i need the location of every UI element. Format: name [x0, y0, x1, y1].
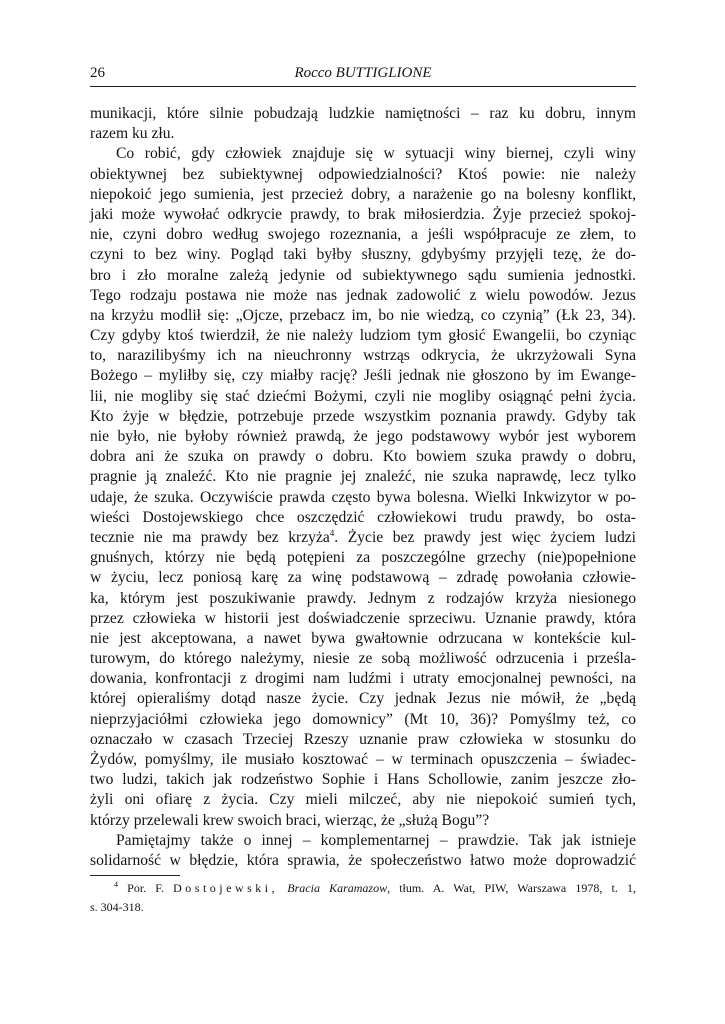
footnote-author-prefix: Por. F.	[127, 881, 164, 895]
footnote-author: Dostojewski,	[173, 881, 279, 895]
text-line: Tego rodzaju postawa nie może nas jednak zadowolić z wielu powodów. Jezus	[90, 286, 636, 304]
text-line: którzy przelewali krew swoich braci, wierząc, że „służą Bogu”?	[90, 811, 490, 829]
text-line: nie jest akceptowana, a nawet bywa gwałtownie odrzucana w kontekście kul-	[90, 629, 636, 647]
footnote-line	[90, 879, 636, 898]
footnote-marker: 4	[114, 880, 118, 889]
running-head: Rocco BUTTIGLIONE	[294, 65, 432, 81]
text-line: bro i zło moralne zależą jedynie od subiektywnego sądu sumienia jednostki.	[90, 266, 636, 284]
text-line: jaki może wywołać odkrycie prawdy, to brak miłosierdzia. Żyje przecież spokoj-	[90, 205, 636, 223]
text-line: turowym, do którego należymy, niesie ze sobą możliwość odrzucenia i prześla-	[90, 650, 636, 668]
text-line: lii, nie mogliby się stać dziećmi Bożymi, czyli nie mogliby osiągnąć pełni życia.	[90, 387, 636, 405]
text-line: Żydów, pomyślmy, ile musiało kosztować – w terminach opuszczenia – świadec-	[90, 751, 636, 768]
footnote-reference: 4	[329, 527, 335, 538]
footnote-rule	[90, 875, 180, 876]
text-line: w życiu, lecz poniosą karę za winę podstawową – zdradę powołania człowie-	[90, 569, 636, 587]
text-line: udaje, że szuka. Oczywiście prawda często bywa bolesna. Wielki Inkwizytor w po-	[90, 488, 636, 506]
text-line: Co robić, gdy człowiek znajduje się w sytuacji winy biernej, czyli winy	[116, 145, 636, 163]
text-line: Czy gdyby ktoś twierdził, że nie należy ludziom tym głosić Ewangelii, bo czyniąc	[90, 327, 636, 345]
text-line: gnuśnych, którzy nie będą potępieni za poszczególne grzechy (nie)popełnione	[90, 549, 636, 567]
text-line: to, narazilibyśmy ich na nieuchronny wstrząs odkrycia, że ukrzyżowali Syna	[90, 347, 636, 365]
footnote	[90, 879, 636, 917]
text-line: solidarność w błędzie, która sprawia, że społeczeństwo łatwo może doprowadzić	[90, 851, 636, 869]
text-line: nie, czyni dobro według swojego rozeznania, a jeśli współpracuje ze złem, to	[90, 226, 636, 244]
text-line: żyli oni ofiarę z życia. Czy mieli milczeć, aby nie niepokoić sumień tych,	[90, 791, 636, 809]
page-number: 26	[90, 65, 105, 81]
text-line: ka, którym jest poszukiwanie prawdy. Jednym z rodzajów krzyża niesionego	[90, 589, 636, 607]
text-line: Kto żyje w błędzie, potrzebuje przede wszystkim poznania prawdy. Gdyby tak	[90, 407, 636, 425]
text-line: Pamiętajmy także o innej – komplementarnej – prawdzie. Tak jak istnieje	[116, 831, 636, 849]
text-line: przez człowieka w historii jest doświadczenie sprzeciwu. Uznanie prawdy, która	[90, 609, 636, 627]
text-line: pragnie ją znaleźć. Kto nie pragnie jej znaleźć, nie szuka naprawdę, lecz tylko	[90, 468, 636, 486]
footnote-title: Bracia Karamazow	[287, 881, 388, 895]
text-line: two ludzi, takich jak rodzeństwo Sophie i Hans Schollowie, zanim jeszcze zło-	[90, 771, 636, 789]
body-text	[90, 104, 636, 871]
page-header	[90, 63, 636, 83]
text-segment: tecznie nie ma prawdy bez krzyża	[90, 528, 330, 546]
text-line: niepokoić jego sumienia, jest przecież dobry, a narażenie go na bolesny konflikt,	[90, 185, 636, 203]
text-line: nieprzyjaciółmi człowieka jego domownicy” (Mt 10, 36)? Pomyślmy też, co	[90, 710, 636, 728]
header-rule	[90, 86, 636, 87]
text-line: wieści Dostojewskiego chce oszczędzić człowiekowi trudu prawdy, bo osta-	[90, 508, 636, 526]
footnote-line: s. 304-318.	[90, 900, 144, 914]
text-line: munikacji, które silnie pobudzają ludzkie namiętności – raz ku dobru, innym	[90, 105, 636, 122]
text-line	[90, 528, 636, 548]
text-line: razem ku złu.	[90, 125, 175, 143]
text-line: dobra ani że szuka on prawdy o dobru. Kto bowiem szuka prawdy o dobru,	[90, 448, 636, 466]
text-line: obiektywnej bez subiektywnej odpowiedzialności? Ktoś powie: nie należy	[90, 165, 636, 183]
text-line: na krzyżu modlił się: „Ojcze, przebacz im, bo nie wiedzą, co czynią” (Łk 23, 34).	[90, 306, 636, 324]
text-line: Bożego – myliłby się, czy miałby rację? Jeśli jednak nie głoszono by im Ewange-	[90, 367, 636, 385]
text-line: nie było, nie byłoby również prawdą, że jego podstawowy wybór jest wyborem	[90, 428, 636, 445]
text-line: dowania, konfrontacji z drogimi nam ludźmi i utraty emocjonalnej pewności, na	[90, 670, 636, 688]
text-line: której opieraliśmy dotąd nasze życie. Czy jednak Jezus nie mówił, że „będą	[90, 690, 636, 708]
footnote-details: , tłum. A. Wat, PIW, Warszawa 1978, t. 1,	[387, 881, 636, 895]
text-segment: . Życie bez prawdy jest więc życiem ludzi	[334, 528, 637, 546]
text-line: oznaczało w czasach Trzeciej Rzeszy uznanie praw człowieka w stosunku do	[90, 730, 636, 748]
text-line: czyni to bez winy. Pogląd taki byłby słuszny, gdybyśmy przyjęli tezę, że do-	[90, 246, 636, 264]
